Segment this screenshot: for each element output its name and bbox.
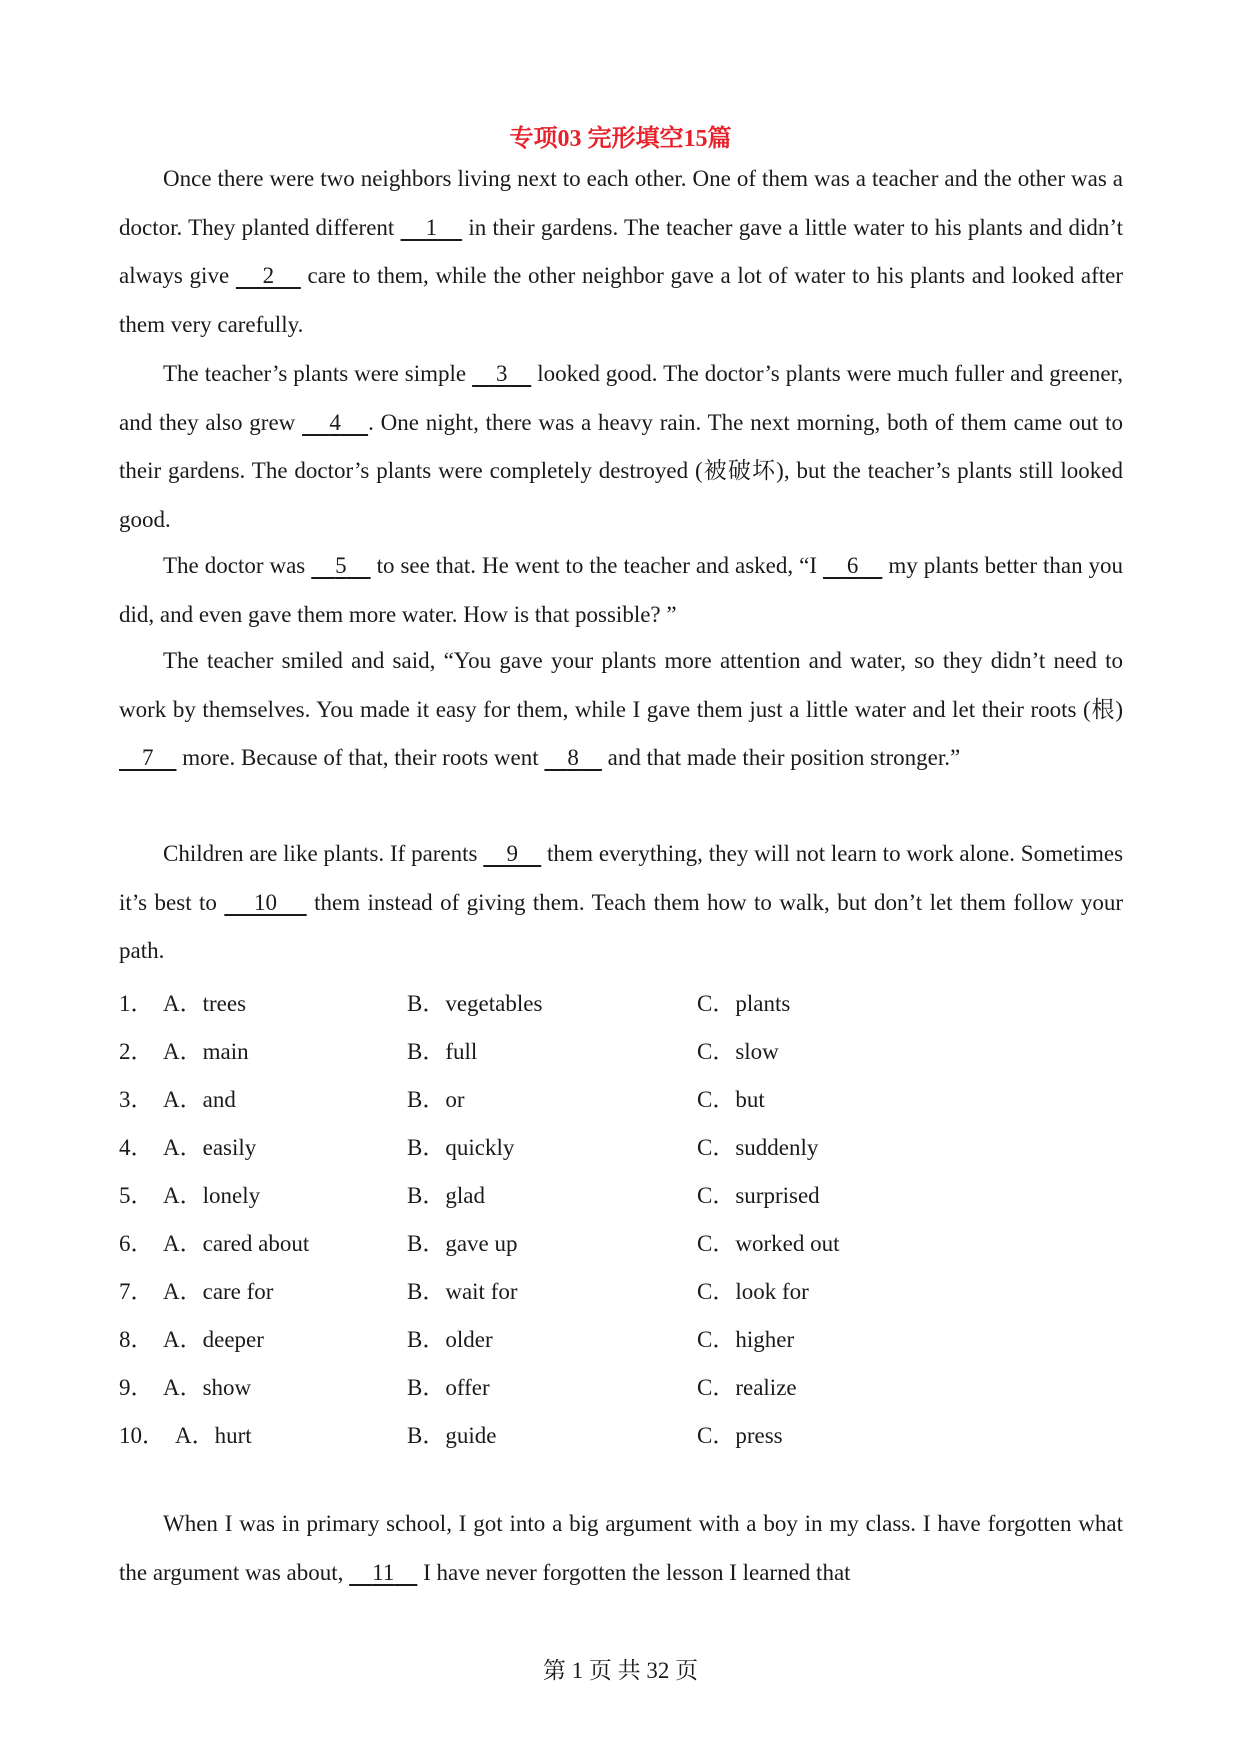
option-b: B．guide: [407, 1423, 497, 1448]
question-number: 4．: [119, 1135, 154, 1160]
question-number: 6．: [119, 1231, 154, 1256]
option-a: A．hurt: [175, 1423, 252, 1448]
passage-1-paragraph-5: Children are like plants. If parents 9 them everything, they will not learn to work alone. Sometimes it’s best to 10 them instead of giving them. Teach them how to walk, but don’t let them follow your path.: [119, 841, 1124, 963]
question-number: 2．: [119, 1039, 154, 1064]
passage-1-paragraph-3: The doctor was 5 to see that. He went to the teacher and asked, “I 6 my plants better than you did, and even gave them more water. How is that possible? ”: [119, 553, 1124, 627]
option-row-1: [119, 980, 1123, 1028]
option-a: A．and: [163, 1087, 236, 1112]
passage-2-paragraph-1: When I was in primary school, I got into a big argument with a boy in my class. I have forgotten what the argument was about, 11 I have never forgotten the lesson I learned that: [119, 1511, 1123, 1585]
option-c: C．press: [697, 1423, 783, 1448]
blank-7: 7: [142, 745, 154, 770]
blank-9: 9: [506, 841, 519, 866]
option-b: B．wait for: [407, 1279, 518, 1304]
option-a: A．main: [163, 1039, 249, 1064]
option-a: A．lonely: [163, 1183, 261, 1208]
option-c: C．suddenly: [697, 1135, 819, 1160]
question-number: 1．: [119, 991, 154, 1016]
passage-1-paragraph-2: The teacher’s plants were simple 3 looked good. The doctor’s plants were much fuller and greener, and they also grew 4 . One night, there was a heavy rain. The next morning, both of them came out to their gardens. The doctor’s plants were completely destroyed (被破坏), but the teacher’s plants still looked good.: [119, 361, 1124, 532]
option-c: C．worked out: [697, 1231, 840, 1256]
answer-options: [119, 980, 1123, 1460]
option-row-10: [119, 1412, 1123, 1460]
question-number: 8．: [119, 1327, 154, 1352]
blank-6: 6: [846, 553, 859, 578]
blank-11: 11: [372, 1559, 395, 1585]
option-c: C．look for: [697, 1279, 809, 1304]
question-number: 3．: [119, 1087, 154, 1112]
option-row-7: [119, 1268, 1123, 1316]
option-c: C．plants: [697, 991, 791, 1016]
option-b: B．offer: [407, 1375, 490, 1400]
option-row-3: [119, 1076, 1123, 1124]
document-title: 专项03 完形填空15篇: [509, 126, 732, 152]
blank-1: 1: [425, 214, 438, 240]
option-b: B．gave up: [407, 1231, 518, 1256]
blank-4: 4: [329, 409, 341, 435]
option-row-4: [119, 1124, 1123, 1172]
blank-10: 10: [254, 889, 278, 915]
passage-1-paragraph-4: The teacher smiled and said, “You gave your plants more attention and water, so they didn’t need to work by themselves. You made it easy for them, while I gave them just a little water and let their roots (根) 7 more. Because of that, their roots went 8 and that made their position stronger.”: [119, 648, 1123, 770]
option-row-5: [119, 1172, 1123, 1220]
option-b: B．vegetables: [407, 991, 543, 1016]
blank-5: 5: [335, 553, 347, 578]
option-row-9: [119, 1364, 1123, 1412]
option-a: A．care for: [163, 1279, 274, 1304]
option-b: B．or: [407, 1087, 465, 1112]
option-a: A．easily: [163, 1135, 257, 1160]
option-row-6: [119, 1220, 1123, 1268]
blank-8: 8: [567, 745, 579, 770]
option-a: A．deeper: [163, 1327, 264, 1352]
blank-2: 2: [262, 263, 275, 288]
question-number: 5．: [119, 1183, 154, 1208]
option-b: B．glad: [407, 1183, 485, 1208]
page-footer: 第 1 页 共 32 页: [542, 1658, 699, 1683]
option-a: A．show: [163, 1375, 252, 1400]
option-a: A．trees: [163, 991, 247, 1016]
option-a: A．cared about: [163, 1231, 310, 1256]
option-c: C．surprised: [697, 1183, 820, 1208]
option-c: C．realize: [697, 1375, 797, 1400]
option-c: C．slow: [697, 1039, 779, 1064]
passage-1-paragraph-1: Once there were two neighbors living next to each other. One of them was a teacher and the other was a doctor. They planted different 1 in their gardens. The teacher gave a little water to his plants and didn’t always give 2 care to them, while the other neighbor gave a lot of water to his plants and looked after them very carefully.: [119, 166, 1124, 337]
question-number: 9．: [119, 1375, 154, 1400]
option-row-8: [119, 1316, 1123, 1364]
question-number: 10．: [119, 1423, 165, 1448]
option-c: C．higher: [697, 1327, 795, 1352]
option-c: C．but: [697, 1087, 765, 1112]
option-b: B．older: [407, 1327, 493, 1352]
option-row-2: [119, 1028, 1123, 1076]
option-b: B．quickly: [407, 1135, 515, 1160]
blank-3: 3: [495, 361, 508, 386]
question-number: 7．: [119, 1279, 154, 1304]
option-b: B．full: [407, 1039, 478, 1064]
